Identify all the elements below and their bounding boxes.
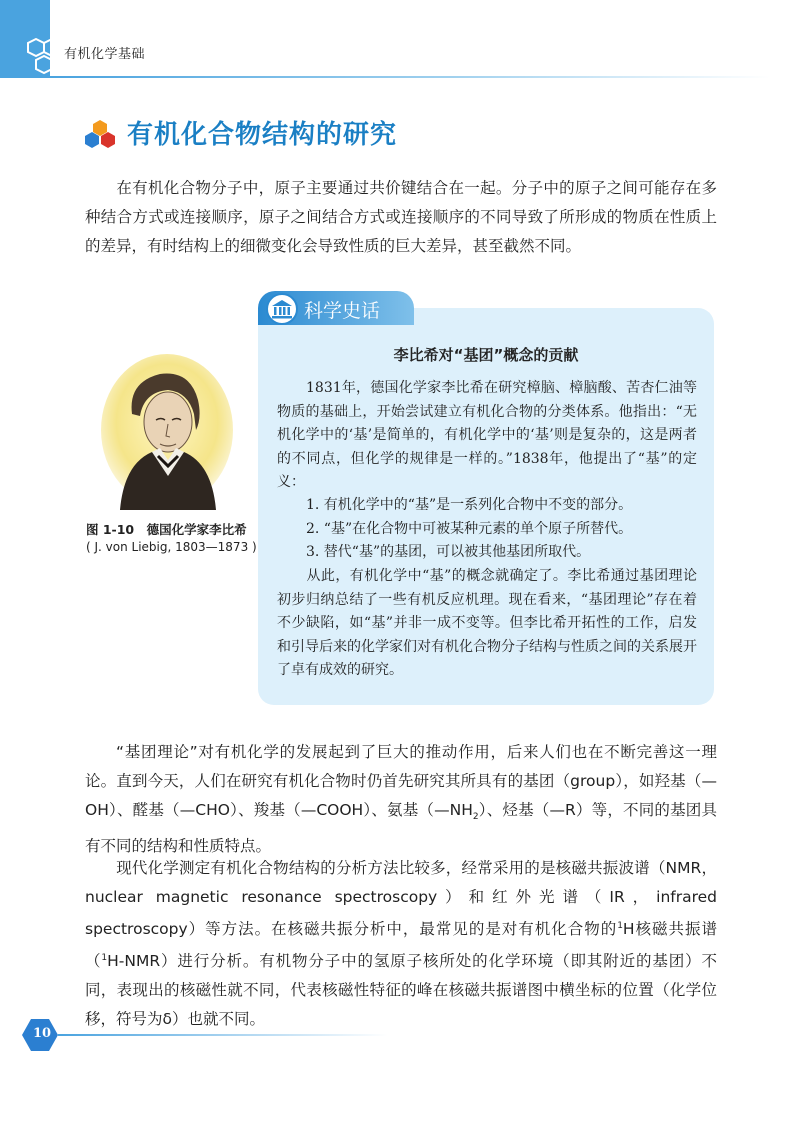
box-list <box>277 494 697 565</box>
figure-caption-dates: ( J. von Liebig, 1803—1873 ) <box>86 540 257 554</box>
box-heading: 李比希对“基团”概念的贡献 <box>393 346 579 364</box>
box-paragraph-1 <box>277 377 697 495</box>
museum-icon <box>266 293 298 325</box>
header-divider <box>50 76 770 78</box>
header-title: 有机化学基础 <box>64 47 146 62</box>
box-paragraph-1-text: 1831年，德国化学家李比希在研究樟脑、樟脑酸、苦杏仁油等物质的基础上，开始尝试建立有机化合物的分类体系。他指出：“无机化学中的‘基’是简单的，有机化学中的‘基’则是复杂的，这是两者的不同点，但化学的规律是一样的。”1838年，他提出了“基”的定义： <box>277 380 697 490</box>
nmr-paragraph: 现代化学测定有机化合物结构的分析方法比较多，经常采用的是核磁共振波谱（NMR，nuclear magnetic resonance spectroscopy）和红外光谱（IR，infrared spectroscopy）等方法。在核磁共振分析中，最常见的是对有机化合物的$^1$H核磁共振谱（$^1$H-NMR）进行分析。有机物分子中的氢原子核所处的化学环境（即其附近的基团）不同，表现出的核磁性就不同，代表核磁性特征的峰在核磁共振谱图中横坐标的位置（化学位移，符号为δ）也就不同。 <box>85 859 717 1029</box>
figure-caption: 图 1-10 德国化学家李比希 <box>86 522 247 537</box>
intro-text: 在有机化合物分子中，原子主要通过共价键结合在一起。分子中的原子之间可能存在多种结合方式或连接顺序，原子之间结合方式或连接顺序的不同导致了所形成的物质在性质上的差异，有时结构上的细微变化会导致性质的巨大差异，甚至截然不同。 <box>85 179 717 255</box>
page-number: 10 <box>32 1026 52 1041</box>
intro-paragraph <box>85 174 717 261</box>
science-history-label: 科学史话 <box>304 300 381 322</box>
liebig-portrait <box>98 352 236 510</box>
box-paragraph-2 <box>277 565 697 683</box>
hexagon-cluster-icon <box>83 120 117 148</box>
definition-item-2: 2. “基”在化合物中可被某种元素的单个原子所替代。 <box>306 520 633 537</box>
group-theory-paragraph: “基团理论”对有机化学的发展起到了巨大的推动作用，后来人们也在不断完善这一理论。直到今天，人们在研究有机化合物时仍首先研究其所具有的基团（group），如羟基（—OH）、醛基（—CHO）、羧基（—COOH）、氨基$(—NH_2)$、烃基（—R）等，不同的基团具有不同的结构和性质特点。 <box>85 743 717 856</box>
definition-item-1: 1. 有机化学中的“基”是一系列化合物中不变的部分。 <box>306 497 633 513</box>
hexagon-logo-icon <box>26 38 62 78</box>
box-paragraph-2-text: 从此，有机化学中“基”的概念就确定了。李比希通过基团理论初步归纳总结了一些有机反应机理。现在看来，“基团理论”存在着不少缺陷，如“基”并非一成不变等。但李比希开拓性的工作，启发和引导后来的化学家们对有机化合物分子结构与性质之间的关系展开了卓有成效的研究。 <box>277 568 697 678</box>
footer-divider <box>58 1034 388 1036</box>
section-title: 有机化合物结构的研究 <box>127 120 398 150</box>
definition-item-3: 3. 替代“基”的基团，可以被其他基团所取代。 <box>306 544 591 560</box>
